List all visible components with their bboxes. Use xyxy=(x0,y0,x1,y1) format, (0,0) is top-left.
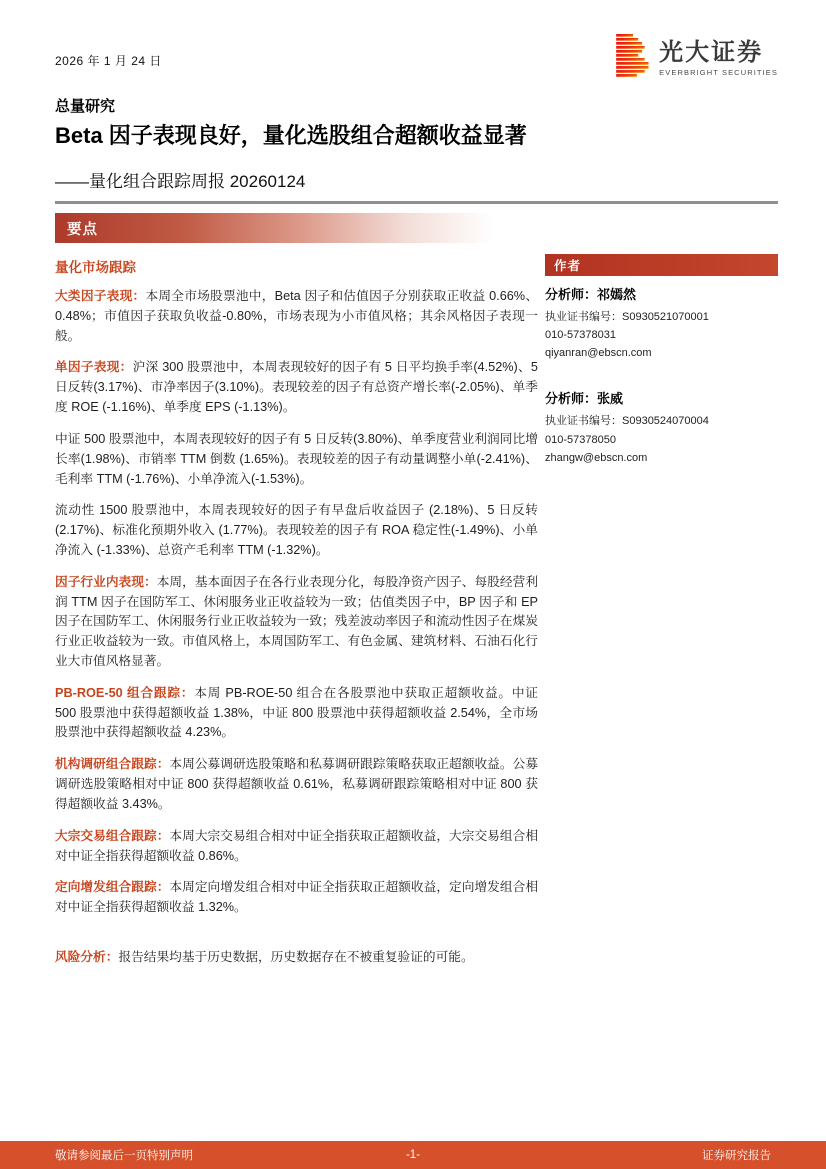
highlights-banner-label: 要点 xyxy=(67,221,98,238)
section-heading: 量化市场跟踪 xyxy=(55,260,136,275)
paragraph-lead: 因子行业内表现： xyxy=(55,574,157,589)
paragraph-lead: 定向增发组合跟踪： xyxy=(55,880,170,895)
paragraph-institutional-research xyxy=(55,755,538,814)
highlights-body xyxy=(55,256,538,980)
paragraph-text: 本周公募调研选股策略和私募调研跟踪策略获取正超额收益。公募调研选股策略相对中证 800 获得超额收益 0.61%，私募调研跟踪策略相对中证 800 获得超额收益 3.43%。 xyxy=(55,757,539,811)
paragraph-text: 流动性 1500 股票池中，本周表现较好的因子有早盘后收益因子 (2.18%)、5 日反转 (2.17%)、标准化预期外收入 (1.77%)。表现较差的因子有 ROA 稳定性(-1.49%)、小单净流入 (-1.33%)、总资产毛利率 TTM (-1.32%)。 xyxy=(55,503,538,557)
page-title: Beta 因子表现良好，量化选股组合超额收益显著 xyxy=(55,123,527,148)
paragraph-text: 沪深 300 股票池中，本周表现较好的因子有 5 日平均换手率(4.52%)、5 日反转(3.17%)、市净率因子(3.10%)。表现较差的因子有总资产增长率(-2.05%)、单季度 ROE (-1.16%)、单季度 EPS (-1.13%)。 xyxy=(55,360,538,415)
author-card xyxy=(545,388,778,466)
paragraph-single-factor-hs300 xyxy=(55,358,538,417)
paragraph-text: 本周，基本面因子在各行业表现分化，每股净资产因子、每股经营利润 TTM 因子在国防军工、休闲服务业正收益较为一致；估值类因子中，BP 因子和 EP 因子在国防军工、休闲服务行业正收益较为一致；残差波动率因子和流动性因子在煤炭行业正收益较为一致。市值风格上，本周国防军工、有色金属、建筑材料、石油石化行业大市值风格显著。 xyxy=(55,574,539,668)
author-phone: 010-57378031 xyxy=(545,329,616,342)
paragraph-lead: 大类因子表现： xyxy=(55,289,146,303)
brand-name-en: EVERBRIGHT SECURITIES xyxy=(659,67,778,77)
everbright-stripe-b-icon xyxy=(616,34,650,83)
paragraph-text: 本周 PB-ROE-50 组合在各股票池中获取正超额收益。中证 500 股票池中获得超额收益 1.38%，中证 800 股票池中获得超额收益 2.54%，全市场股票池中获得超额收益 4.23%。 xyxy=(55,685,538,740)
paragraph-private-placement xyxy=(55,878,538,918)
footer-disclaimer: 敬请参阅最后一页特别声明 xyxy=(55,1150,193,1162)
paragraph-text: 中证 500 股票池中，本周表现较好的因子有 5 日反转(3.80%)、单季度营业利润同比增长率(1.98%)、市销率 TTM 倒数 (1.65%)。表现较差的因子有动量调整小单(-2.41%)、毛利率 TTM (-1.76%)、小单净流入(-1.53%)。 xyxy=(55,431,538,486)
footer-report-type: 证券研究报告 xyxy=(702,1150,771,1162)
paragraph-single-factor-zz500 xyxy=(55,430,538,489)
paragraph-lead: 大宗交易组合跟踪： xyxy=(55,828,170,843)
author-name: 分析师：张威 xyxy=(545,391,624,407)
author-cert: 执业证书编号：S0930524070004 xyxy=(545,415,709,428)
header-divider xyxy=(55,201,778,204)
brand-name-cn: 光大证券 xyxy=(659,39,764,67)
paragraph-single-factor-liquid1500 xyxy=(55,501,538,560)
page-footer xyxy=(0,1141,826,1169)
author-phone: 010-57378050 xyxy=(545,433,616,446)
paragraph-block-trade xyxy=(55,827,538,867)
risk-analysis-text: 报告结果均基于历史数据，历史数据存在不被重复验证的可能。 xyxy=(118,949,474,964)
paragraph-lead: 单因子表现： xyxy=(55,360,133,375)
author-email: qiyanran@ebscn.com xyxy=(545,347,652,360)
paragraph-lead: 机构调研组合跟踪： xyxy=(55,757,170,772)
research-category: 总量研究 xyxy=(55,98,116,115)
paragraph-text: 本周大宗交易组合相对中证全指获取正超额收益，大宗交易组合相对中证全指获得超额收益 0.86%。 xyxy=(55,828,539,863)
brand-logo xyxy=(616,34,778,83)
author-email: zhangw@ebscn.com xyxy=(545,451,648,464)
paragraph-text: 本周定向增发组合相对中证全指获取正超额收益，定向增发组合相对中证全指获得超额收益 1.32%。 xyxy=(55,880,539,915)
author-card xyxy=(545,284,778,362)
risk-analysis xyxy=(55,948,538,968)
paragraph-industry-factor xyxy=(55,573,538,672)
page-number: -1- xyxy=(405,1149,421,1161)
author-cert: 执业证书编号：S0930521070001 xyxy=(545,311,709,323)
authors-banner xyxy=(545,254,778,276)
paragraph-pb-roe-50 xyxy=(55,684,538,743)
risk-analysis-lead: 风险分析： xyxy=(55,949,119,964)
authors-panel xyxy=(545,254,778,493)
authors-banner-label: 作者 xyxy=(554,259,582,273)
paragraph-lead: PB-ROE-50 组合跟踪： xyxy=(55,685,195,700)
report-date: 2026 年 1 月 24 日 xyxy=(55,54,162,68)
paragraph-text: 本周全市场股票池中，Beta 因子和估值因子分别获取正收益 0.66%、0.48%；市值因子获取负收益-0.80%，市场表现为小市值风格；其余风格因子表现一般。 xyxy=(55,289,539,343)
brand-text xyxy=(659,40,778,76)
highlights-banner xyxy=(55,213,507,243)
paragraph-factor-groups xyxy=(55,287,538,346)
author-name: 分析师：祁嫣然 xyxy=(545,287,637,302)
page-subtitle: ——量化组合跟踪周报 20260124 xyxy=(55,172,306,191)
